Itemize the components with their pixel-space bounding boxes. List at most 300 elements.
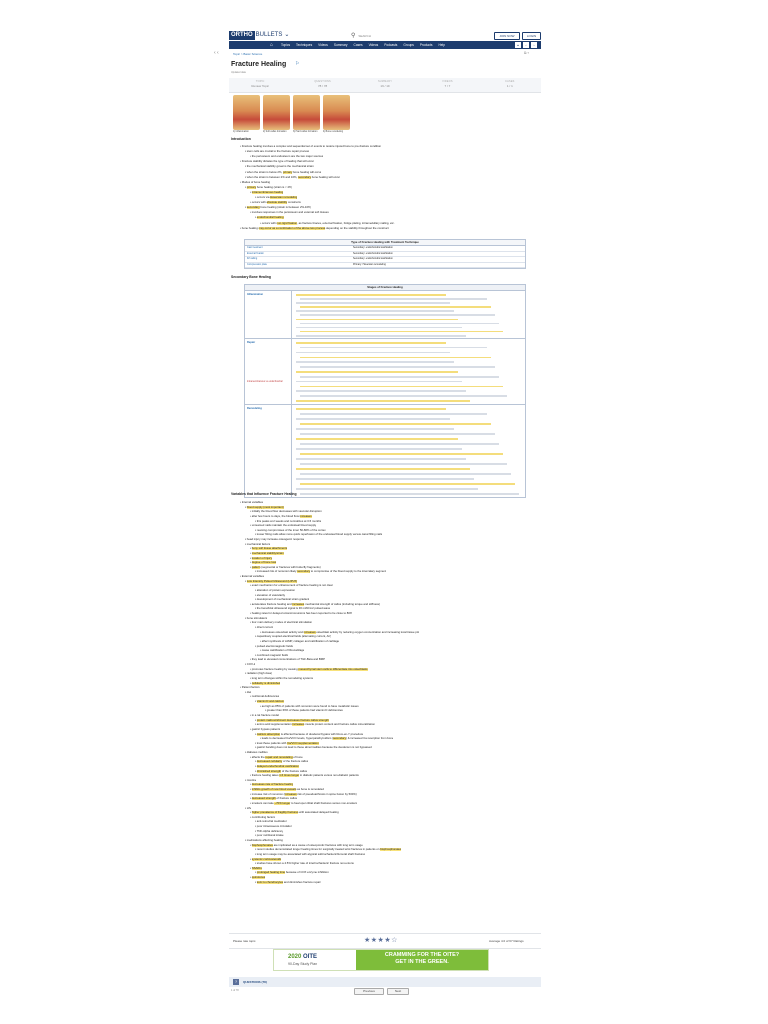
list-item: [245, 751, 268, 754]
text-line: [300, 366, 495, 368]
figure-thumbnail[interactable]: [323, 95, 350, 138]
bullet-icon: ▪: [255, 607, 257, 611]
bullet-icon: ▪: [255, 626, 257, 629]
bullet-icon: ▪: [255, 196, 257, 199]
highlight: systemic corticosteroids: [251, 857, 282, 861]
list-item-text: when the strain is between 2% and 10%, secondary bone healing will occur: [246, 175, 341, 179]
text-line: [300, 443, 499, 445]
page-title: Fracture Healing: [231, 61, 287, 68]
text-line: [300, 473, 511, 475]
bullet-icon: •: [240, 575, 242, 579]
list-item: [250, 155, 323, 158]
list-item-text: radiation (high dose): [246, 672, 273, 676]
ad-oite: OITE: [303, 954, 318, 960]
list-item-text: decreased strength of fracture callus: [251, 797, 298, 801]
bullet-icon: ▪: [245, 538, 247, 542]
bullet-icon: •: [250, 876, 252, 880]
login-button[interactable]: LOGIN: [522, 32, 541, 40]
bullet-icon: •: [240, 686, 242, 690]
stat-label: CASES: [505, 80, 515, 83]
list-item: [265, 709, 343, 712]
list-item-text: medications affecting healing: [246, 838, 283, 842]
list-item-text: Internal variables: [241, 501, 264, 504]
figure-image[interactable]: [263, 95, 290, 130]
list-item: [250, 515, 312, 518]
search-box[interactable]: [351, 32, 371, 39]
figure-strip: [233, 95, 349, 138]
list-item-text: [252, 552, 284, 555]
list-item-text: [257, 765, 299, 768]
list-item-text: increase risk of nonunion (increases risk of pseudoarthrosis in spine fusion by 500%): [251, 792, 357, 796]
stat-item[interactable]: [354, 78, 416, 92]
stage-content: [291, 405, 292, 498]
logo-ortho: ORTHO: [231, 32, 253, 38]
highlight: primary: [283, 170, 293, 174]
list-item: [255, 760, 308, 763]
next-icon[interactable]: ›: [531, 42, 537, 48]
list-item: [255, 848, 401, 851]
list-item: [255, 825, 292, 828]
expand-icon[interactable]: ▴: [515, 42, 521, 48]
list-item: [250, 756, 303, 759]
list-item-text: mechanical factors: [246, 542, 271, 546]
bullet-icon: •: [240, 226, 242, 230]
list-item: [245, 779, 256, 782]
text-line: [300, 493, 519, 495]
list-item: [250, 797, 297, 800]
bullet-icon: •: [250, 811, 252, 815]
list-item-text: prolonged healing time because of COX enzyme inhibition: [256, 871, 329, 875]
bullet-icon: ▪: [255, 723, 257, 727]
table-title: Type of Fracture Healing with Treatment Technique: [245, 240, 525, 246]
list-item: [245, 543, 270, 546]
list-item-text: unreamed nails maintain the endosteal blood supply: [251, 524, 317, 528]
highlight: secondary: [298, 175, 311, 179]
bullet-icon: ▪: [255, 834, 257, 838]
highlight: bisphosphonates: [380, 848, 402, 852]
nav-item[interactable]: Summary: [333, 43, 348, 47]
list-item: [255, 635, 331, 638]
text-line: [296, 458, 466, 460]
text-line: [300, 463, 507, 465]
highlight: primary: [246, 185, 257, 189]
list-item-text: poor nutritional intake: [256, 834, 284, 838]
list-item: [250, 557, 272, 560]
bullet-icon: ▪: [255, 848, 257, 852]
list-item: [250, 552, 284, 555]
bullet-icon: •: [250, 201, 252, 205]
nav-item[interactable]: Techniques: [296, 43, 313, 47]
list-item-text: occurs via Haversian remodeling: [256, 196, 298, 199]
highlight: intramembranous healing: [251, 190, 284, 194]
bullet-icon: •: [250, 561, 252, 565]
ad-cta: [358, 952, 486, 965]
list-item: [250, 510, 322, 513]
bullet-icon: •: [250, 857, 252, 861]
list-item-text: recent studies demonstrated longer healing times for surgically treated wrist fractures in patients on bisphosphonates: [256, 848, 402, 852]
breadcrumb[interactable]: Topic > Basic Science: [233, 52, 263, 56]
tools-icon[interactable]: ⧉ ▾: [524, 51, 529, 55]
highlight: degree of bone loss: [251, 561, 277, 565]
highlight: prolonged healing time: [256, 871, 286, 875]
list-item-text: as high as 85% of patients with nonunion were found to have metabolic issues: [261, 704, 359, 708]
highlight: blood supply (most important): [246, 505, 284, 509]
list-item-text: bone healing may occur as a combination of the above two process depending on the stability throughout the construct: [241, 226, 389, 230]
list-item: [240, 145, 381, 148]
logo[interactable]: [229, 31, 289, 40]
bullet-icon: •: [250, 676, 252, 680]
bullet-icon: ▪: [245, 616, 247, 620]
technique-cell[interactable]: External fixation: [247, 251, 265, 255]
figure-image[interactable]: [323, 95, 350, 130]
list-item-text: reaming compromises of the inner 50-80% of the cortex: [256, 528, 326, 532]
highlight: decreases rate of fracture healing: [251, 783, 294, 787]
list-item: [255, 533, 382, 536]
stat-value: 7 / 7: [444, 84, 451, 88]
list-item: [245, 186, 292, 189]
bullet-icon: •: [250, 866, 252, 870]
text-line: [300, 386, 503, 388]
list-item: [250, 211, 329, 214]
bullet-icon: •: [250, 695, 252, 699]
list-item: [245, 206, 311, 209]
list-item: [245, 672, 272, 675]
bullet-icon: ▪: [245, 206, 247, 210]
highlight: increases: [292, 602, 305, 606]
questions-bar[interactable]: [229, 977, 541, 987]
search-placeholder[interactable]: SEARCH: [358, 33, 371, 38]
list-item-text: the periosteum and endosteum are the two major sources: [251, 155, 324, 159]
text-line: [300, 357, 491, 359]
list-item-text: Fracture healing involves a complex and sequential set of events to restore injured bone to pre-fracture condition: [241, 145, 382, 148]
text-line: [296, 361, 454, 363]
nav-items: [281, 41, 445, 49]
bullet-icon: •: [250, 801, 252, 805]
bullet-icon: ▪: [245, 175, 247, 179]
bullet-icon: ▪: [245, 806, 247, 810]
figure-thumbnail[interactable]: [293, 95, 320, 138]
bullet-icon: ▪: [265, 709, 267, 713]
previous-question-button[interactable]: Previous: [354, 988, 384, 995]
list-item: [250, 603, 380, 606]
bullet-icon: ▪: [255, 700, 257, 704]
bullet-icon: •: [250, 612, 252, 616]
list-item-text: involves responses in the periosteum and external soft tissues: [251, 211, 329, 215]
text-line: [296, 428, 454, 430]
text-line: [296, 400, 470, 402]
highlight: secondary: [297, 570, 311, 574]
healing-technique-table: [244, 239, 526, 269]
list-item-text: studies have shown a 4.5% higher rate of intertrochanteric fracture non-unions: [256, 862, 354, 866]
rating-bar: [229, 933, 541, 949]
list-item-text: [252, 547, 287, 550]
list-item: [240, 501, 263, 504]
list-item-text: bone stimulators: [246, 616, 268, 620]
text-line: [296, 302, 450, 304]
rating-prompt: Please rate topic.: [233, 939, 257, 943]
list-item-text: primary bone healing (strain is < 2%): [246, 185, 293, 189]
figure-thumbnail[interactable]: [233, 95, 260, 138]
stat-label: SUMMARY: [377, 80, 393, 83]
list-item-text: Patient factors: [241, 686, 260, 690]
highlight: decreased cellularity: [256, 760, 283, 764]
bullet-icon: ▪: [255, 216, 257, 220]
bullet-icon: •: [240, 160, 242, 164]
bullet-icon: •: [250, 843, 252, 847]
list-item-text: greater than 66% of these patients had vitamin D deficiencies: [266, 709, 343, 713]
list-item-text: cause calcification of fibrocartilage: [261, 649, 305, 653]
list-item: [255, 834, 284, 837]
stat-value: 78 / 78: [318, 84, 328, 88]
list-item-text: secondary bone healing (strain is between 2%-10%): [246, 206, 312, 210]
list-item-text: smokers can take ~70% longer to heal open tibial shaft fractures versus non-smokers: [251, 801, 358, 805]
list-item-text: initially the blood flow decreases with vascular disruption: [251, 510, 322, 514]
rating-average: Average 4.0 of 67 Ratings: [489, 939, 524, 943]
stat-value: 1 / 1: [506, 84, 513, 88]
main-nav: [229, 41, 541, 49]
list-item-text: combined magnetic fields: [256, 653, 289, 657]
list-item: [250, 714, 279, 717]
list-item: [255, 746, 372, 749]
figure-caption: 1) Inflammation: [233, 131, 249, 133]
bullet-icon: ▪: [255, 635, 257, 639]
list-item: [255, 830, 283, 833]
next-question-button[interactable]: Next: [387, 988, 409, 995]
list-item: [255, 719, 329, 722]
highlight: endochondral healing: [256, 216, 284, 220]
highlight: decreased strength: [251, 797, 276, 801]
highlight: increases: [303, 630, 316, 634]
list-item: [255, 853, 365, 856]
bullet-icon: •: [250, 783, 252, 787]
nav-item[interactable]: Help: [438, 43, 445, 47]
text-line: [296, 327, 462, 329]
text-line: [296, 310, 454, 312]
sidebar-toggle-icon[interactable]: ‹ ‹: [214, 50, 219, 56]
highlight: 1.6 times longer: [279, 774, 300, 778]
figure-image[interactable]: [233, 95, 260, 130]
page-subtitle: Updated date: [231, 71, 247, 74]
list-item-text: diminished strength of the fracture callus: [256, 769, 308, 773]
bullet-icon: ▪: [255, 528, 257, 532]
bullet-icon: •: [250, 774, 252, 778]
bullet-icon: •: [250, 658, 252, 662]
stage-row: [245, 404, 525, 498]
technique-cell[interactable]: Compression plate: [247, 262, 267, 266]
highlight: calcium absorption: [256, 732, 281, 736]
list-item: [250, 876, 265, 879]
highlight: Ca/Vit D supplementation: [287, 741, 319, 745]
list-item: [245, 691, 251, 694]
list-item: [260, 737, 393, 740]
list-item-text: inhibits growth of new blood vessels as bone is remodeled: [251, 788, 324, 792]
stat-label: QUESTIONS: [314, 80, 331, 83]
list-item: [245, 617, 267, 620]
highlight: mechanical stability/strain: [251, 551, 284, 555]
ad-year: 2020: [288, 954, 302, 960]
list-item-text: [252, 557, 272, 560]
ad-title: [288, 954, 317, 960]
stages-table: [244, 284, 526, 498]
stage-label: Repair: [247, 341, 256, 344]
figure-caption: 2) Soft callus formation: [263, 131, 287, 133]
stat-label: VIDEOS: [442, 80, 453, 83]
list-item-text: toxic to chondrocytes and diminishes fracture repair: [256, 880, 321, 884]
home-icon[interactable]: ⌂: [270, 42, 274, 48]
list-item-text: [247, 506, 284, 509]
list-item: [260, 631, 419, 634]
list-item-text: increased risk of nonunion likely secondary to compromise of the blood supply to the intercalary segment: [256, 570, 387, 574]
text-line: [300, 395, 507, 397]
bullet-icon: ▪: [245, 838, 247, 842]
stat-item[interactable]: [479, 78, 541, 92]
nav-item[interactable]: Groups: [403, 43, 414, 47]
rating-stars[interactable]: ★★★★☆: [364, 937, 398, 944]
question-counter: 1 of 78: [231, 989, 239, 992]
chevron-down-icon[interactable]: ⌄: [284, 32, 290, 38]
technique-cell[interactable]: IM nailing: [247, 257, 258, 260]
bullet-icon: ▪: [255, 746, 257, 750]
list-item: [245, 538, 304, 541]
oite-ad-banner[interactable]: [273, 949, 489, 971]
nav-item[interactable]: Podcasts: [384, 43, 398, 47]
list-item: [255, 216, 284, 219]
bookmark-icon[interactable]: ⚐: [295, 61, 300, 67]
list-item-text: this peaks at 2 weeks and normalizes at 3-5 months: [256, 519, 322, 523]
list-item: [250, 844, 363, 847]
highlight: ~70% longer: [274, 801, 291, 805]
list-item-text: calcium absorption is affected because of duodenal bypass with Roux-en-Y procedure: [256, 732, 364, 736]
list-item-text: occurs with non-rigid fixation, as fracture braces, external fixation, bridge plating, intramedullary nailing, etc.: [261, 221, 395, 225]
bullet-icon: •: [260, 704, 262, 708]
list-item-text: [252, 783, 294, 786]
list-item: [240, 575, 264, 578]
text-line: [300, 323, 499, 325]
list-item: [255, 645, 293, 648]
list-item: [255, 871, 329, 874]
bullet-icon: ▪: [255, 769, 257, 773]
figure-image[interactable]: [293, 95, 320, 130]
text-line: [296, 468, 470, 470]
stat-item[interactable]: [416, 78, 478, 92]
nav-item[interactable]: Topics: [281, 43, 291, 47]
list-item: [250, 561, 276, 564]
stat-value: Review Topic: [251, 84, 270, 88]
list-item-text: [257, 700, 284, 703]
previous-icon[interactable]: ‹: [523, 42, 529, 48]
list-item-text: decreases osteoclast activity and increases osteoblast activity by reducing oxygen concentration and increasing local tissue pH: [261, 630, 419, 634]
list-item-text: when the strain is below 2%, primary bone healing will occur: [246, 170, 322, 174]
list-item-text: occurs with absolute stability constructs: [251, 201, 301, 205]
list-item: [250, 201, 301, 204]
highlight: increases: [284, 792, 297, 796]
list-item-text: affects the repair and remodeling of bone: [251, 755, 303, 759]
highlight: may occur as a combination of the above two process: [258, 226, 326, 230]
list-item: [255, 723, 375, 726]
bullet-icon: •: [250, 547, 252, 551]
text-line: [300, 306, 491, 308]
bullet-icon: ▪: [255, 653, 257, 657]
bullet-icon: ▪: [245, 185, 247, 189]
bullet-icon: •: [250, 755, 252, 759]
list-item: [255, 770, 307, 773]
bullet-icon: •: [260, 737, 262, 741]
list-item-text: healing rates for delayed unions/nonunions has been reported to be close to 80%: [251, 612, 353, 616]
bullet-icon: •: [240, 501, 242, 504]
list-item-text: they lead to elevated concentrations of TGF-Beta and BMP: [251, 658, 325, 662]
technique-cell[interactable]: Cast treatment: [247, 246, 263, 249]
stat-item[interactable]: [229, 78, 291, 92]
list-item: [255, 529, 326, 532]
stages-table-title: Stages of Fracture Healing: [245, 285, 525, 291]
bullet-icon: ▪: [255, 871, 257, 875]
highlight: protein malnourishment decreases fracture callus strength: [256, 718, 329, 722]
nav-item[interactable]: Videos: [318, 43, 328, 47]
nav-item[interactable]: Products: [419, 43, 433, 47]
text-line: [300, 423, 491, 425]
list-item: [245, 176, 340, 179]
list-item-text: COX-2: [246, 663, 256, 667]
text-line: [300, 298, 487, 300]
list-item-text: nutritional deficiencies: [251, 695, 280, 699]
list-item-text: [252, 561, 277, 564]
join-now-button[interactable]: JOIN NOW: [494, 32, 520, 40]
nav-item[interactable]: Videos: [368, 43, 379, 47]
list-item: [250, 802, 357, 805]
list-item-text: four main delivery modes of electrical stimulation: [251, 621, 313, 625]
healing-cell: Secondary: endochondral ossification: [353, 257, 393, 260]
highlight: mesenchymal stem cells to differentiate into osteoblasts: [298, 667, 368, 671]
text-line: [296, 478, 474, 480]
list-item-text: in a rat fracture model: [251, 713, 279, 717]
section-heading-variables: Variables that Influence Fracture Healing: [231, 492, 297, 496]
stat-item[interactable]: [291, 78, 353, 92]
list-item-text: [252, 682, 281, 685]
list-item-text: elevation of vascularity: [256, 593, 286, 597]
text-line: [300, 483, 515, 485]
bullet-icon: ▪: [255, 598, 257, 602]
list-item-text: diabetes mellitus: [246, 751, 268, 755]
stat-value: 19 / 19: [380, 84, 390, 88]
bullet-icon: ▪: [255, 593, 257, 597]
highlight: secondary: [333, 737, 346, 741]
list-item: [250, 677, 313, 680]
list-item-text: pattern (segmental or fractures with butterfly fragments): [251, 565, 321, 569]
highlight: delayed endochondral ossification: [256, 764, 299, 768]
stage-label: Remodeling: [247, 407, 262, 410]
highlight: bony soft tissue attachments: [251, 547, 288, 551]
list-item-text: fracture healing takes 1.6 times longer in diabetic patients versus non-diabetic patients: [251, 774, 359, 778]
stage-label: Inflammation: [247, 293, 264, 296]
stage-row: [245, 290, 525, 339]
bullet-icon: •: [250, 211, 252, 215]
bullet-icon: ▪: [255, 741, 257, 745]
text-line: [296, 390, 466, 392]
list-item: [250, 621, 312, 624]
figure-thumbnail[interactable]: [263, 95, 290, 138]
bullet-icon: ▪: [245, 751, 247, 755]
list-item: [240, 686, 260, 689]
bullet-icon: ▪: [255, 732, 257, 736]
list-item-text: leads to decreased Ca/Vit D levels, hyperparathyroidism (secondary) & increased Ca resorption from bone: [261, 737, 394, 741]
bullet-icon: •: [240, 145, 242, 148]
highlight: non-rigid fixation: [276, 221, 298, 225]
nav-item[interactable]: Cases: [353, 43, 363, 47]
bullet-icon: ▪: [245, 672, 247, 676]
bullet-icon: •: [250, 621, 252, 625]
list-item-text: capacitively coupled electrical fields (alternating current, AC): [256, 635, 332, 639]
search-icon[interactable]: ⚲: [351, 33, 356, 39]
